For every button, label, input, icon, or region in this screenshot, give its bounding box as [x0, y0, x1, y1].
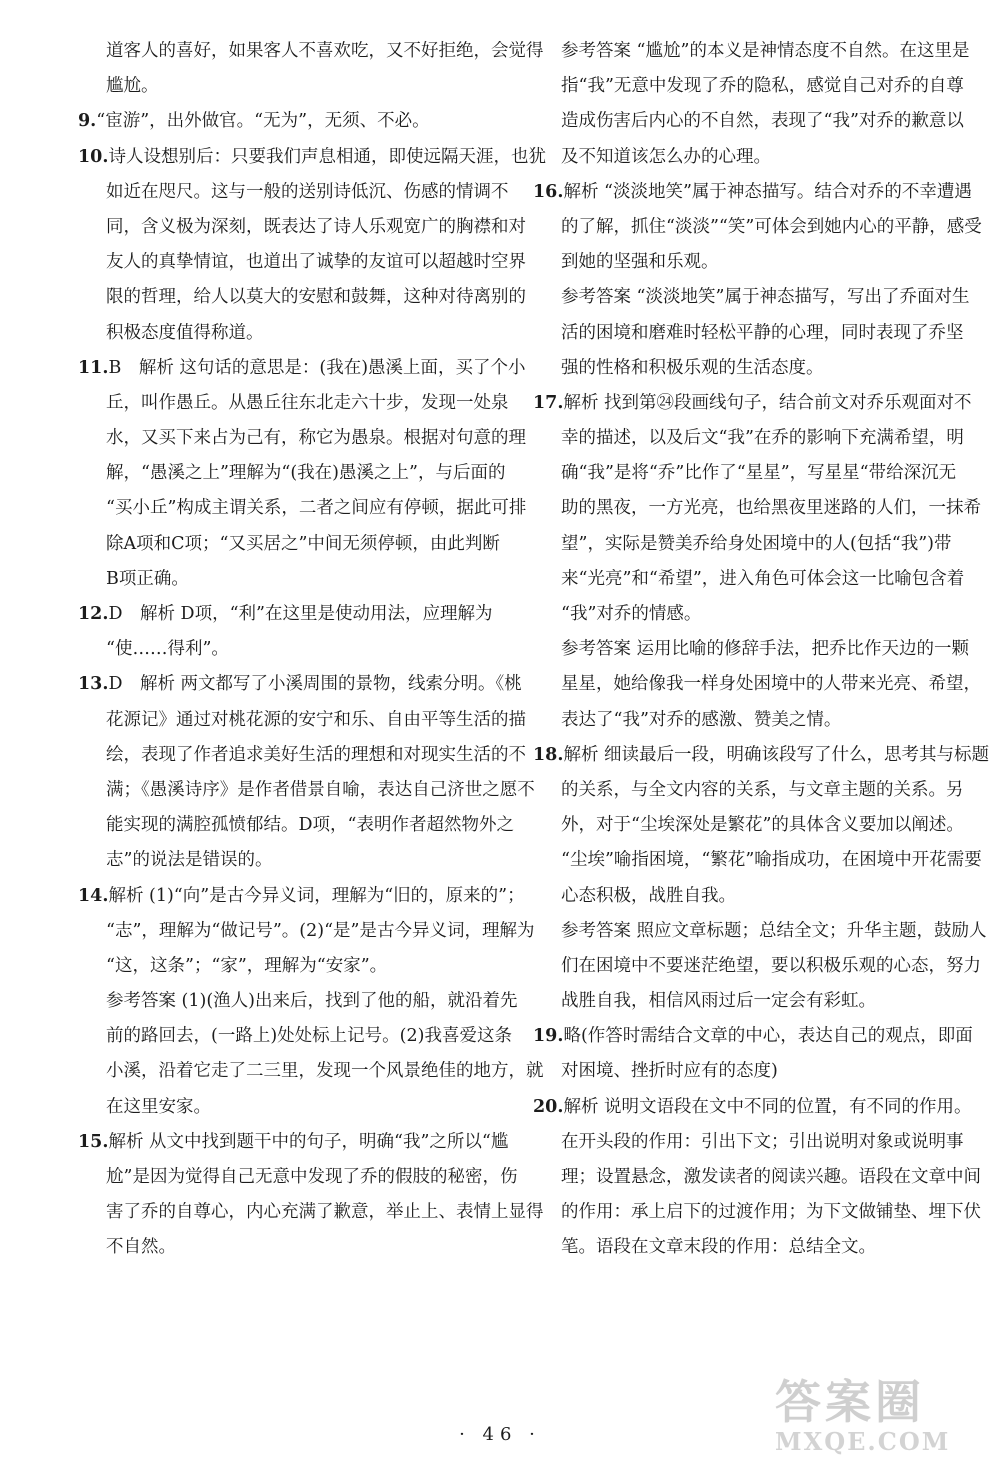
text-line [533, 703, 947, 738]
line-text: 幸的描述，以及后文“我”在乔的影响下充满希望，明 [561, 428, 964, 449]
line-text: 指“我”无意中发现了乔的隐私，感觉自己对乔的自尊 [561, 76, 964, 97]
line-text: “买小丘”构成主谓关系，二者之间应有停顿，据此可排 [106, 498, 527, 519]
line-text: 心态积极，战胜自我。 [561, 885, 736, 906]
line-text: 除A项和C项；“又买居之”中间无须停顿，由此判断 [106, 533, 500, 554]
text-line [78, 1195, 544, 1230]
text-line [533, 984, 947, 1019]
line-text: 确“我”是将“乔”比作了“星星”，写星星“带给深沉无 [561, 463, 957, 484]
question-number: 20. [533, 1096, 564, 1117]
line-text: B项正确。 [106, 568, 189, 589]
right-column [533, 34, 990, 1266]
text-line [78, 1125, 509, 1160]
line-text: 参考答案 (1)(渔人)出来后，找到了他的船，就沿着先 [106, 991, 518, 1012]
page-number: · 46 · [459, 1424, 541, 1445]
line-text: 造成伤害后内心的不自然，表现了“我”对乔的歉意以 [561, 111, 964, 132]
text-line [533, 210, 982, 245]
line-text: 理；设置悬念，激发读者的阅读兴趣。语段在文章中间 [561, 1167, 981, 1187]
line-text: 解析 找到第㉔段画线句子，结合前文对乔乐观面对不 [563, 392, 972, 413]
line-text: 前的路回去，(一路上)处处标上记号。(2)我喜爱这条 [106, 1026, 512, 1047]
text-line [533, 245, 947, 280]
text-line [78, 316, 492, 351]
question-number: 11. [78, 357, 109, 378]
line-text: 尴尬。 [106, 76, 159, 97]
line-text: 对困境、挫折时应有的态度) [561, 1061, 778, 1082]
text-line [78, 210, 526, 245]
line-text: 解析 说明文语段在文中不同的位置，有不同的作用。 [563, 1096, 972, 1117]
text-line [78, 703, 526, 738]
line-text: 参考答案 照应文章标题；总结全文；升华主题，鼓励人 [561, 920, 987, 941]
text-line [533, 843, 982, 878]
question-number: 12. [78, 604, 109, 624]
text-line [78, 879, 525, 914]
text-line [533, 386, 972, 421]
question-number: 15. [78, 1131, 109, 1152]
line-text: 的作用：承上启下的过渡作用；为下文做铺垫、埋下伏 [561, 1202, 981, 1223]
text-line [533, 1160, 981, 1195]
line-text: 略(作答时需结合文章的中心，表达自己的观点，即面 [563, 1026, 973, 1047]
text-line [78, 280, 526, 315]
text-line [533, 1090, 972, 1125]
text-line [533, 597, 947, 632]
line-text: 积极态度值得称道。 [106, 322, 264, 343]
text-line [533, 1019, 973, 1054]
line-text: 害了乔的自尊心，内心充满了歉意，举止上、表情上显得 [106, 1202, 544, 1223]
line-text: 强的性格和积极乐观的生活态度。 [561, 357, 824, 378]
text-line [533, 914, 987, 949]
line-text: 能实现的满腔孤愤郁结。D项，“表明作者超然物外之 [106, 815, 514, 836]
text-line [78, 245, 526, 280]
text-line [533, 667, 981, 702]
line-text: 在开头段的作用：引出下文；引出说明对象或说明事 [561, 1131, 964, 1152]
text-line [533, 69, 964, 104]
text-line [533, 527, 952, 562]
line-text: 望”，实际是赞美乔给身处困境中的人(包括“我”)带 [561, 533, 952, 554]
line-text: 道客人的喜好，如果客人不喜欢吃，又不好拒绝，会觉得 [106, 41, 544, 61]
line-text: 表达了“我”对乔的感激、赞美之情。 [561, 709, 842, 730]
question-number: 18. [533, 744, 564, 765]
question-number: 14. [78, 885, 109, 906]
line-text: “使……得利”。 [106, 639, 229, 660]
line-text: 小溪，沿着它走了二三里，发现一个风景绝佳的地方，就 [106, 1061, 544, 1082]
line-text: 解析 细读最后一段，明确该段写了什么，思考其与标题 [563, 744, 990, 765]
line-text: “这，这条”；“家”，理解为“安家”。 [106, 955, 388, 976]
text-line [533, 632, 970, 667]
line-text: 绘，表现了作者追求美好生活的理想和对现实生活的不 [106, 744, 526, 765]
line-text: 的关系，与全文内容的关系，与文章主题的关系。另 [561, 779, 964, 800]
text-line [533, 773, 964, 808]
text-line [78, 773, 535, 808]
line-text: 解析 “淡淡地笑”属于神态描写。结合对乔的不幸遭遇 [563, 181, 972, 202]
text-line [533, 456, 957, 491]
text-line [78, 1019, 512, 1054]
text-line [533, 738, 990, 773]
line-text: 的了解，抓住“淡淡”“笑”可体会到她内心的平静，感受 [561, 216, 982, 237]
question-number: 17. [533, 392, 564, 413]
line-text: 参考答案 “淡淡地笑”属于神态描写，写出了乔面对生 [561, 287, 970, 308]
text-line [78, 667, 522, 702]
text-line [78, 632, 492, 667]
text-line [533, 1054, 947, 1089]
line-text: 们在困境中不要迷茫绝望，要以积极乐观的心态，努力 [561, 955, 981, 976]
text-line [78, 1160, 518, 1195]
line-text: 参考答案 运用比喻的修辞手法，把乔比作天边的一颗 [561, 639, 970, 660]
line-text: 友人的真挚情谊，也道出了诚挚的友谊可以超越时空界 [106, 252, 526, 273]
line-text: 同，含义极为深刻，既表达了诗人乐观宽广的胸襟和对 [106, 216, 526, 237]
line-text: “宦游”，出外做官。“无为”，无须、不必。 [96, 111, 430, 132]
text-line [78, 949, 492, 984]
line-text: 限的哲理，给人以莫大的安慰和鼓舞，这种对待离别的 [106, 287, 526, 308]
line-text: 不自然。 [106, 1237, 176, 1258]
line-text: 在这里安家。 [106, 1096, 211, 1117]
line-text: 参考答案 “尴尬”的本义是神情态度不自然。在这里是 [561, 41, 970, 61]
watermark-top: 答案圈 [775, 1375, 925, 1429]
text-line [78, 1230, 492, 1265]
text-line [533, 491, 981, 526]
text-line [78, 527, 500, 562]
text-line [78, 386, 509, 421]
line-text: 解析 从文中找到题干中的句子，明确“我”之所以“尴 [108, 1131, 509, 1152]
line-text: D 解析 两文都写了小溪周围的景物，线索分明。《桃 [108, 674, 522, 695]
text-line [78, 808, 514, 843]
text-line [533, 421, 964, 456]
line-text: 活的困境和磨难时轻松平静的心理，同时表现了乔坚 [561, 322, 964, 343]
line-text: 星星，她给像我一样身处困境中的人带来光亮、希望， [561, 674, 981, 695]
text-line [533, 351, 947, 386]
text-line [78, 984, 518, 1019]
line-text: 外，对于“尘埃深处是繁花”的具体含义要加以阐述。 [561, 815, 964, 836]
watermark-logo [775, 1377, 990, 1465]
text-line [78, 914, 535, 949]
text-line [78, 843, 492, 878]
line-text: 助的黑夜，一方光亮，也给黑夜里迷路的人们，一抹希 [561, 498, 981, 519]
text-line [78, 34, 544, 69]
line-text: B 解析 这句话的意思是：(我在)愚溪上面，买了个小 [108, 357, 526, 378]
line-text: “志”，理解为“做记号”。(2)“是”是古今异义词，理解为 [106, 920, 535, 941]
text-line [533, 104, 964, 139]
line-text: 尬”是因为觉得自己无意中发现了乔的假肢的秘密，伤 [106, 1167, 518, 1187]
watermark-bottom: MXQE.COM [775, 1427, 951, 1456]
text-line [78, 351, 526, 386]
text-line [533, 1230, 947, 1265]
text-line [533, 140, 947, 175]
line-text: 如近在咫尺。这与一般的送别诗低沉、伤感的情调不 [106, 181, 509, 202]
text-line [533, 280, 970, 315]
text-line [78, 421, 526, 456]
text-line [533, 562, 965, 597]
line-text: “我”对乔的情感。 [561, 604, 702, 624]
text-line [533, 316, 964, 351]
text-line [78, 562, 492, 597]
text-line [78, 104, 492, 139]
line-text: 及不知道该怎么办的心理。 [561, 146, 771, 167]
line-text: 花源记》通过对桃花源的安宁和乐、自由平等生活的描 [106, 709, 526, 730]
line-text: 解析 (1)“向”是古今异义词，理解为“旧的，原来的”； [108, 885, 525, 906]
question-number: 9. [78, 111, 97, 132]
text-line [78, 597, 492, 632]
line-text: 战胜自我，相信风雨过后一定会有彩虹。 [561, 991, 876, 1012]
line-text: D 解析 D项，“利”在这里是使动用法，应理解为 [108, 604, 493, 624]
text-line [533, 1195, 981, 1230]
left-column [78, 34, 546, 1266]
text-line [533, 949, 981, 984]
text-line [78, 140, 546, 175]
line-text: 丘，叫作愚丘。从愚丘往东北走六十步，发现一处泉 [106, 392, 509, 413]
text-line [78, 175, 509, 210]
text-line [78, 1054, 544, 1089]
question-number: 19. [533, 1026, 564, 1047]
text-line [78, 491, 527, 526]
line-text: 水，又买下来占为己有，称它为愚泉。根据对句意的理 [106, 428, 526, 449]
text-line [533, 879, 947, 914]
text-line [533, 34, 970, 69]
line-text: 满；《愚溪诗序》是作者借景自喻，表达自己济世之愿不 [106, 779, 535, 800]
line-text: “尘埃”喻指困境，“繁花”喻指成功，在困境中开花需要 [561, 850, 982, 871]
text-line [533, 808, 964, 843]
line-text: 解，“愚溪之上”理解为“(我在)愚溪之上”，与后面的 [106, 463, 506, 484]
question-number: 16. [533, 181, 564, 202]
text-line [78, 738, 526, 773]
line-text: 诗人设想别后：只要我们声息相通，即使远隔天涯，也犹 [108, 146, 546, 167]
question-number: 10. [78, 146, 109, 167]
line-text: 到她的坚强和乐观。 [561, 252, 719, 273]
text-line [533, 1125, 964, 1160]
text-line [78, 1090, 492, 1125]
text-line [78, 456, 506, 491]
line-text: 来“光亮”和“希望”，进入角色可体会这一比喻包含着 [561, 568, 965, 589]
question-number: 13. [78, 674, 109, 695]
text-line [78, 69, 492, 104]
line-text: 笔。语段在文章末段的作用：总结全文。 [561, 1237, 876, 1258]
line-text: 志”的说法是错误的。 [106, 850, 273, 871]
text-line [533, 175, 972, 210]
